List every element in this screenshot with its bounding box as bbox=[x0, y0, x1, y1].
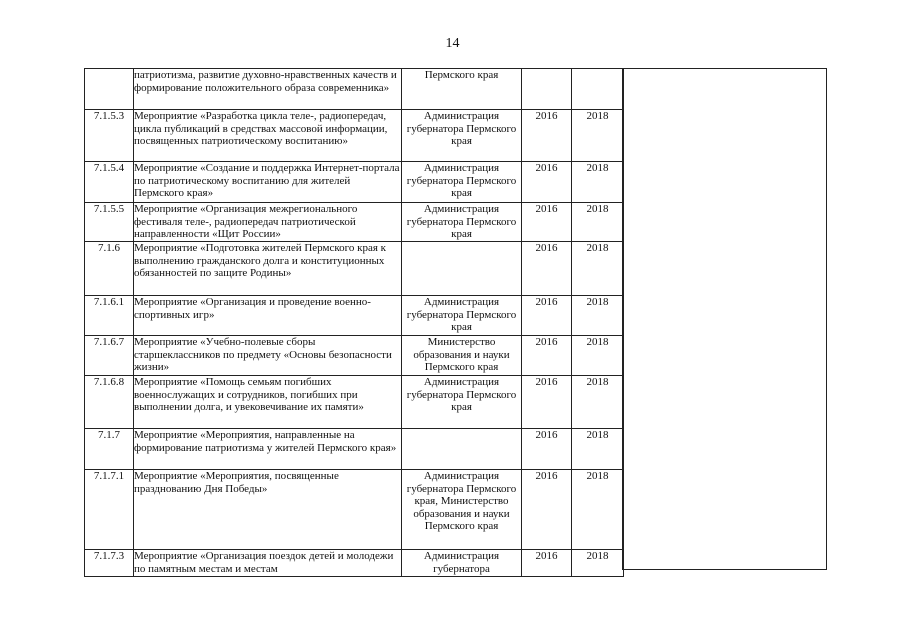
end-year: 2018 bbox=[572, 296, 624, 336]
activity-name: Мероприятие «Организация межрегионального фестиваля теле-, радиопередач патриотической направленности «Щит России» bbox=[134, 203, 402, 242]
start-year: 2016 bbox=[522, 550, 572, 577]
table-row bbox=[85, 110, 624, 162]
activity-name: Мероприятие «Организация поездок детей и молодежи по памятным местам и местам bbox=[134, 550, 402, 577]
activity-name: Мероприятие «Подготовка жителей Пермского края к выполнению гражданского долга и конституционных обязанностей по защите Родины» bbox=[134, 242, 402, 296]
row-number: 7.1.7 bbox=[85, 429, 134, 470]
table-row bbox=[85, 376, 624, 429]
row-number: 7.1.6.7 bbox=[85, 336, 134, 376]
executor: Администрация губернатора Пермского края bbox=[402, 376, 522, 429]
table-row bbox=[85, 203, 624, 242]
end-year: 2018 bbox=[572, 376, 624, 429]
notes-column bbox=[622, 68, 827, 570]
activity-name: патриотизма, развитие духовно-нравственных качеств и формирование положительного образа современника» bbox=[134, 69, 402, 110]
table-row bbox=[85, 296, 624, 336]
table-row bbox=[85, 336, 624, 376]
start-year: 2016 bbox=[522, 470, 572, 550]
end-year: 2018 bbox=[572, 550, 624, 577]
activity-name: Мероприятие «Создание и поддержка Интернет-портала по патриотическому воспитанию для жителей Пермского края» bbox=[134, 162, 402, 203]
table-row bbox=[85, 69, 624, 110]
executor: Пермского края bbox=[402, 69, 522, 110]
row-number: 7.1.6.8 bbox=[85, 376, 134, 429]
activity-name: Мероприятие «Разработка цикла теле-, радиопередач, цикла публикаций в средствах массовой информации, посвященных патриотическому воспитанию» bbox=[134, 110, 402, 162]
end-year bbox=[572, 69, 624, 110]
executor bbox=[402, 242, 522, 296]
row-number bbox=[85, 69, 134, 110]
activities-table bbox=[84, 68, 624, 577]
start-year: 2016 bbox=[522, 162, 572, 203]
executor: Администрация губернатора Пермского края bbox=[402, 296, 522, 336]
table-row bbox=[85, 162, 624, 203]
table-row bbox=[85, 429, 624, 470]
start-year: 2016 bbox=[522, 429, 572, 470]
table-row bbox=[85, 242, 624, 296]
start-year: 2016 bbox=[522, 336, 572, 376]
row-number: 7.1.5.3 bbox=[85, 110, 134, 162]
row-number: 7.1.6 bbox=[85, 242, 134, 296]
row-number: 7.1.6.1 bbox=[85, 296, 134, 336]
start-year: 2016 bbox=[522, 376, 572, 429]
activity-name: Мероприятие «Мероприятия, посвященные празднованию Дня Победы» bbox=[134, 470, 402, 550]
start-year: 2016 bbox=[522, 242, 572, 296]
start-year bbox=[522, 69, 572, 110]
row-number: 7.1.7.3 bbox=[85, 550, 134, 577]
executor: Администрация губернатора bbox=[402, 550, 522, 577]
start-year: 2016 bbox=[522, 203, 572, 242]
executor bbox=[402, 429, 522, 470]
executor: Администрация губернатора Пермского края bbox=[402, 110, 522, 162]
start-year: 2016 bbox=[522, 110, 572, 162]
row-number: 7.1.5.5 bbox=[85, 203, 134, 242]
executor: Администрация губернатора Пермского края, Министерство образования и науки Пермского края bbox=[402, 470, 522, 550]
start-year: 2016 bbox=[522, 296, 572, 336]
end-year: 2018 bbox=[572, 336, 624, 376]
executor: Администрация губернатора Пермского края bbox=[402, 203, 522, 242]
executor: Администрация губернатора Пермского края bbox=[402, 162, 522, 203]
end-year: 2018 bbox=[572, 242, 624, 296]
row-number: 7.1.5.4 bbox=[85, 162, 134, 203]
activity-name: Мероприятие «Мероприятия, направленные на формирование патриотизма у жителей Пермского края» bbox=[134, 429, 402, 470]
page-number: 14 bbox=[445, 36, 460, 51]
end-year: 2018 bbox=[572, 162, 624, 203]
end-year: 2018 bbox=[572, 429, 624, 470]
activity-name: Мероприятие «Помощь семьям погибших военнослужащих и сотрудников, погибших при выполнении долга, и увековечивание их памяти» bbox=[134, 376, 402, 429]
end-year: 2018 bbox=[572, 110, 624, 162]
table-row bbox=[85, 550, 624, 577]
activity-name: Мероприятие «Организация и проведение военно-спортивных игр» bbox=[134, 296, 402, 336]
end-year: 2018 bbox=[572, 470, 624, 550]
executor: Министерство образования и науки Пермского края bbox=[402, 336, 522, 376]
end-year: 2018 bbox=[572, 203, 624, 242]
row-number: 7.1.7.1 bbox=[85, 470, 134, 550]
activity-name: Мероприятие «Учебно-полевые сборы старшеклассников по предмету «Основы безопасности жизни» bbox=[134, 336, 402, 376]
table-row bbox=[85, 470, 624, 550]
